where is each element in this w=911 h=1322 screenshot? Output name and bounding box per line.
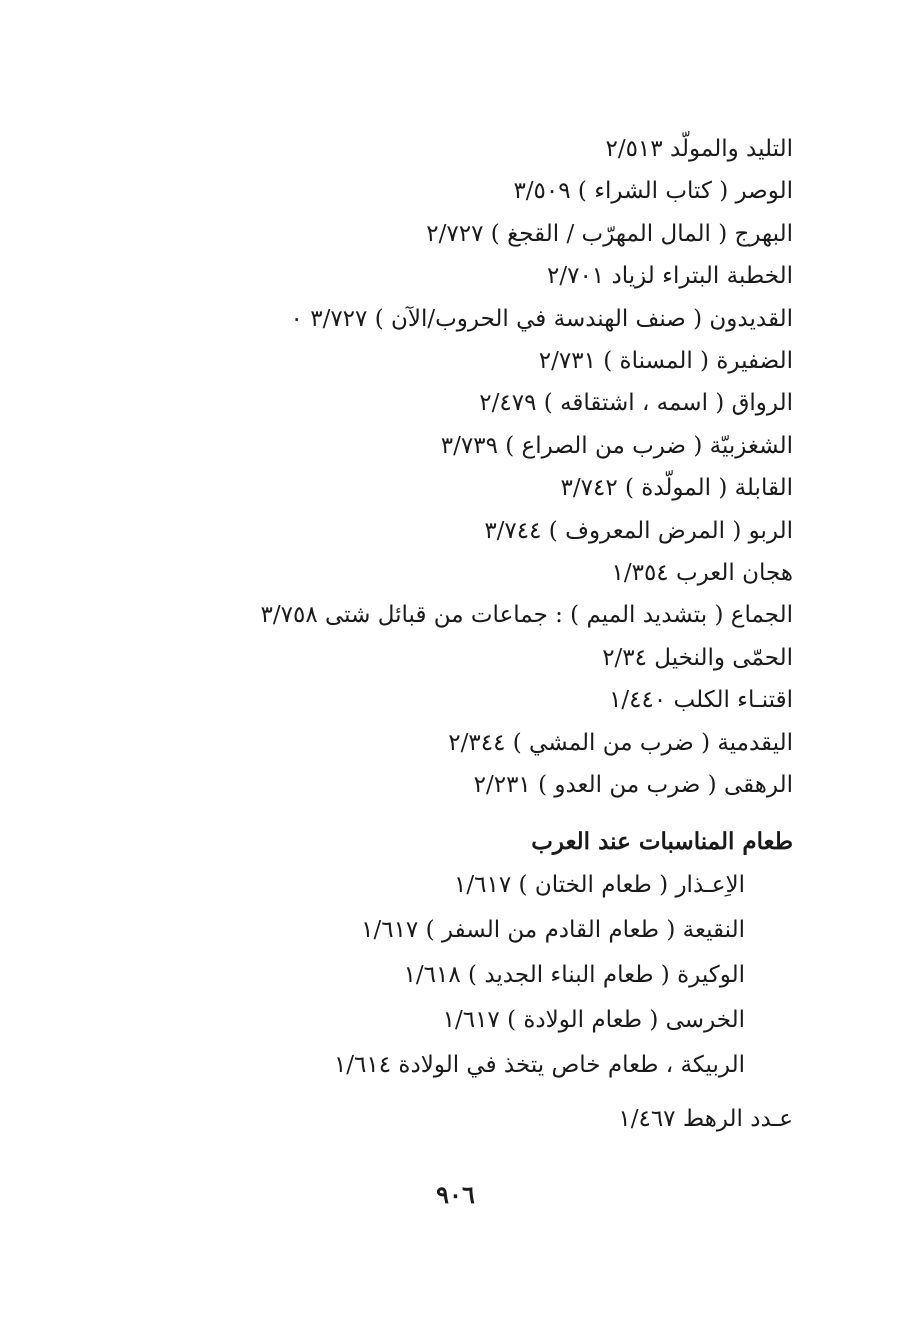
index-entry: الشغزبيّة ( ضرب من الصراع ) ٣/٧٣٩ (440, 432, 793, 459)
index-entry: الربو ( المرض المعروف ) ٣/٧٤٤ (484, 517, 793, 544)
index-entry: اقتنـاء الكلب ١/٤٤٠ (609, 687, 793, 714)
index-entry: الرهقى ( ضرب من العدو ) ٢/٢٣١ (473, 772, 793, 799)
index-entry: هجان العرب ١/٣٥٤ (611, 560, 793, 587)
index-entry: اليقدمية ( ضرب من المشي ) ٢/٣٤٤ (448, 729, 793, 756)
final-entry: عـدد الرهط ١/٤٦٧ (618, 1105, 793, 1132)
section-item: الخرسى ( طعام الولادة ) ١/٦١٧ (442, 1006, 745, 1033)
index-entry: البهرج ( المال المهرّب / القجغ ) ٢/٧٢٧ (426, 220, 793, 247)
index-entry: القابلة ( المولّدة ) ٣/٧٤٢ (560, 475, 793, 502)
index-entry: التليد والمولّد ٢/٥١٣ (605, 136, 793, 162)
section-item: النقيعة ( طعام القادم من السفر ) ١/٦١٧ (361, 916, 745, 943)
index-entry: الجماع ( بتشديد الميم ) : جماعات من قبائل شتى ٣/٧٥٨ (260, 602, 793, 629)
index-entry: الخطبة البتراء لزياد ٢/٧٠١ (546, 263, 793, 290)
index-entry: القديدون ( صنف الهندسة في الحروب/الآن ) ٣/٧٢٧ ٠ (290, 305, 793, 332)
section-items (133, 863, 793, 1088)
page-number: ٩٠٦ (436, 1180, 475, 1209)
section-heading: طعام المناسبات عند العرب (531, 827, 793, 855)
section-item: الاِعـذار ( طعام الختان ) ١/٦١٧ (454, 871, 745, 898)
index-entry: الوصر ( كتاب الشراء ) ٣/٥٠٩ (513, 178, 793, 205)
index-entries (133, 128, 793, 1140)
index-entry: الضفيرة ( المسناة ) ٢/٧٣١ (538, 348, 793, 375)
index-entry: الحمّى والنخيل ٢/٣٤ (602, 644, 793, 671)
section-item: الربيكة ، طعام خاص يتخذ في الولادة ١/٦١٤ (333, 1051, 745, 1078)
index-entry: الرواق ( اسمه ، اشتقاقه ) ٢/٤٧٩ (479, 390, 793, 417)
section-item: الوكيرة ( طعام البناء الجديد ) ١/٦١٨ (403, 961, 745, 988)
section-spacer (133, 807, 793, 821)
